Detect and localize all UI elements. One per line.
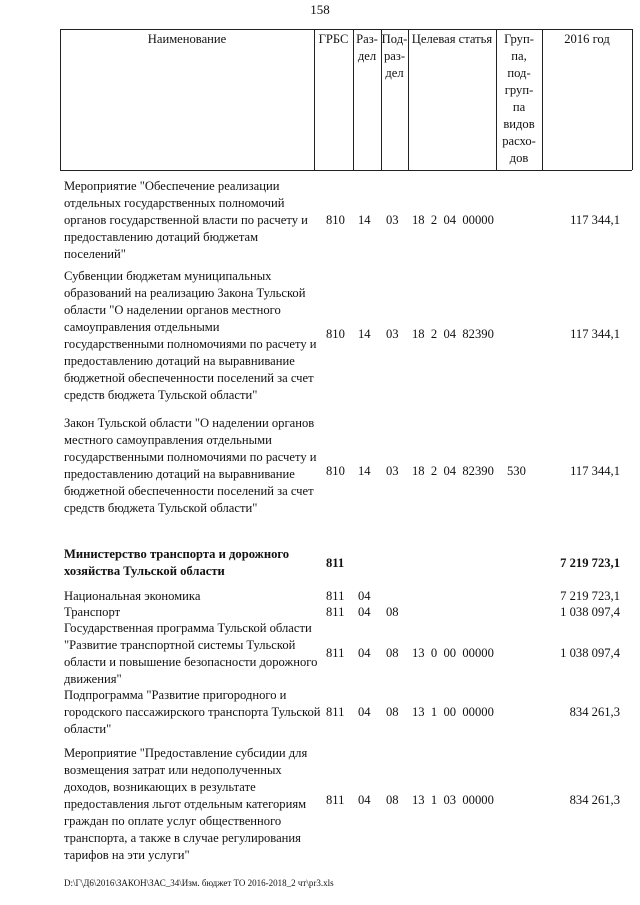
row-grbs: 811 — [326, 589, 345, 603]
header-top-border — [60, 29, 632, 30]
row-podrazdel: 08 — [386, 646, 399, 660]
row-grbs: 811 — [326, 556, 345, 570]
header-year: 2016 год — [564, 32, 610, 46]
row-podrazdel: 03 — [386, 213, 399, 227]
row-name: Мероприятие "Обеспечение реализации отдельных государственных полномочий органов государственной власти по расчету и предоставлению дотаций бюджетам поселений" — [64, 179, 308, 261]
row-razdel: 04 — [358, 705, 371, 719]
header-group: Груп- па, под- груп- па видов расхо- дов — [502, 32, 536, 165]
row-name: Субвенции бюджетам муниципальных образований на реализацию Закона Тульской области "О наделении органов местного самоуправления отдельными государственными полномочиями по расчету и предоставлению дотаций на выравнивание бюджетной обеспеченности поселений за счет средств бюджета Тульской области" — [64, 269, 317, 402]
row-group: 530 — [507, 464, 526, 478]
row-amount: 7 219 723,1 — [560, 589, 620, 603]
row-razdel: 04 — [358, 605, 371, 619]
row-name: Транспорт — [64, 605, 121, 619]
row-target: 13 1 03 00000 — [412, 793, 494, 807]
row-name: Национальная экономика — [64, 589, 201, 603]
row-razdel: 04 — [358, 793, 371, 807]
row-amount: 1 038 097,4 — [560, 605, 620, 619]
row-grbs: 811 — [326, 605, 345, 619]
row-podrazdel: 03 — [386, 464, 399, 478]
row-name: Министерство транспорта и дорожного хозяйства Тульской области — [64, 547, 290, 578]
row-razdel: 04 — [358, 646, 371, 660]
row-podrazdel: 03 — [386, 327, 399, 341]
header-grbs: ГРБС — [318, 32, 349, 46]
row-amount: 117 344,1 — [570, 464, 620, 478]
row-name: Закон Тульской области "О наделении органов местного самоуправления отдельными государственными полномочиями по расчету и предоставлению дотаций на выравнивание бюджетной обеспеченности поселений за счет средств бюджета Тульской области" — [64, 416, 317, 515]
row-amount: 1 038 097,4 — [560, 646, 620, 660]
row-amount: 834 261,3 — [569, 793, 620, 807]
row-target: 18 2 04 00000 — [412, 213, 494, 227]
row-grbs: 811 — [326, 793, 345, 807]
header-col-border — [408, 29, 409, 170]
row-grbs: 810 — [326, 464, 345, 478]
row-name: Государственная программа Тульской области "Развитие транспортной системы Тульской области и повышение безопасности дорожного движения" — [64, 621, 318, 686]
row-grbs: 811 — [326, 705, 345, 719]
row-razdel: 14 — [358, 464, 371, 478]
row-amount: 834 261,3 — [569, 705, 620, 719]
row-grbs: 811 — [326, 646, 345, 660]
page-number: 158 — [310, 2, 330, 17]
header-razdel: Раз- дел — [356, 32, 378, 63]
row-target: 18 2 04 82390 — [412, 464, 494, 478]
row-name: Мероприятие "Предоставление субсидии для возмещения затрат или недополученных доходов, возникающих в результате предоставления льгот отдельным категориям граждан по оплате услуг общественного транспорта, а также в случае регулирования тарифов на эти услуги" — [64, 746, 308, 862]
row-razdel: 14 — [358, 327, 371, 341]
header-target: Целевая статья — [411, 32, 493, 46]
header-bottom-border — [60, 170, 632, 171]
header-name: Наименование — [147, 32, 227, 46]
row-target: 18 2 04 82390 — [412, 327, 494, 341]
header-col-border — [60, 29, 61, 170]
row-podrazdel: 08 — [386, 605, 399, 619]
row-razdel: 14 — [358, 213, 371, 227]
header-col-border — [542, 29, 543, 170]
row-podrazdel: 08 — [386, 793, 399, 807]
row-target: 13 0 00 00000 — [412, 646, 494, 660]
row-name: Подпрограмма "Развитие пригородного и городского пассажирского транспорта Тульской области" — [64, 688, 321, 736]
header-podrazdel: Под- раз- дел — [381, 32, 408, 80]
header-col-border — [314, 29, 315, 170]
row-podrazdel: 08 — [386, 705, 399, 719]
row-razdel: 04 — [358, 589, 371, 603]
file-path-footer: D:\Г\Д6\2016\ЗАКОН\ЗАС_34\Изм. бюджет ТО 2016-2018_2 чт\pr3.xls — [64, 878, 334, 888]
row-amount: 117 344,1 — [570, 213, 620, 227]
row-target: 13 1 00 00000 — [412, 705, 494, 719]
row-amount: 117 344,1 — [570, 327, 620, 341]
row-grbs: 810 — [326, 213, 345, 227]
row-amount: 7 219 723,1 — [560, 556, 620, 570]
header-col-border — [632, 29, 633, 170]
row-grbs: 810 — [326, 327, 345, 341]
